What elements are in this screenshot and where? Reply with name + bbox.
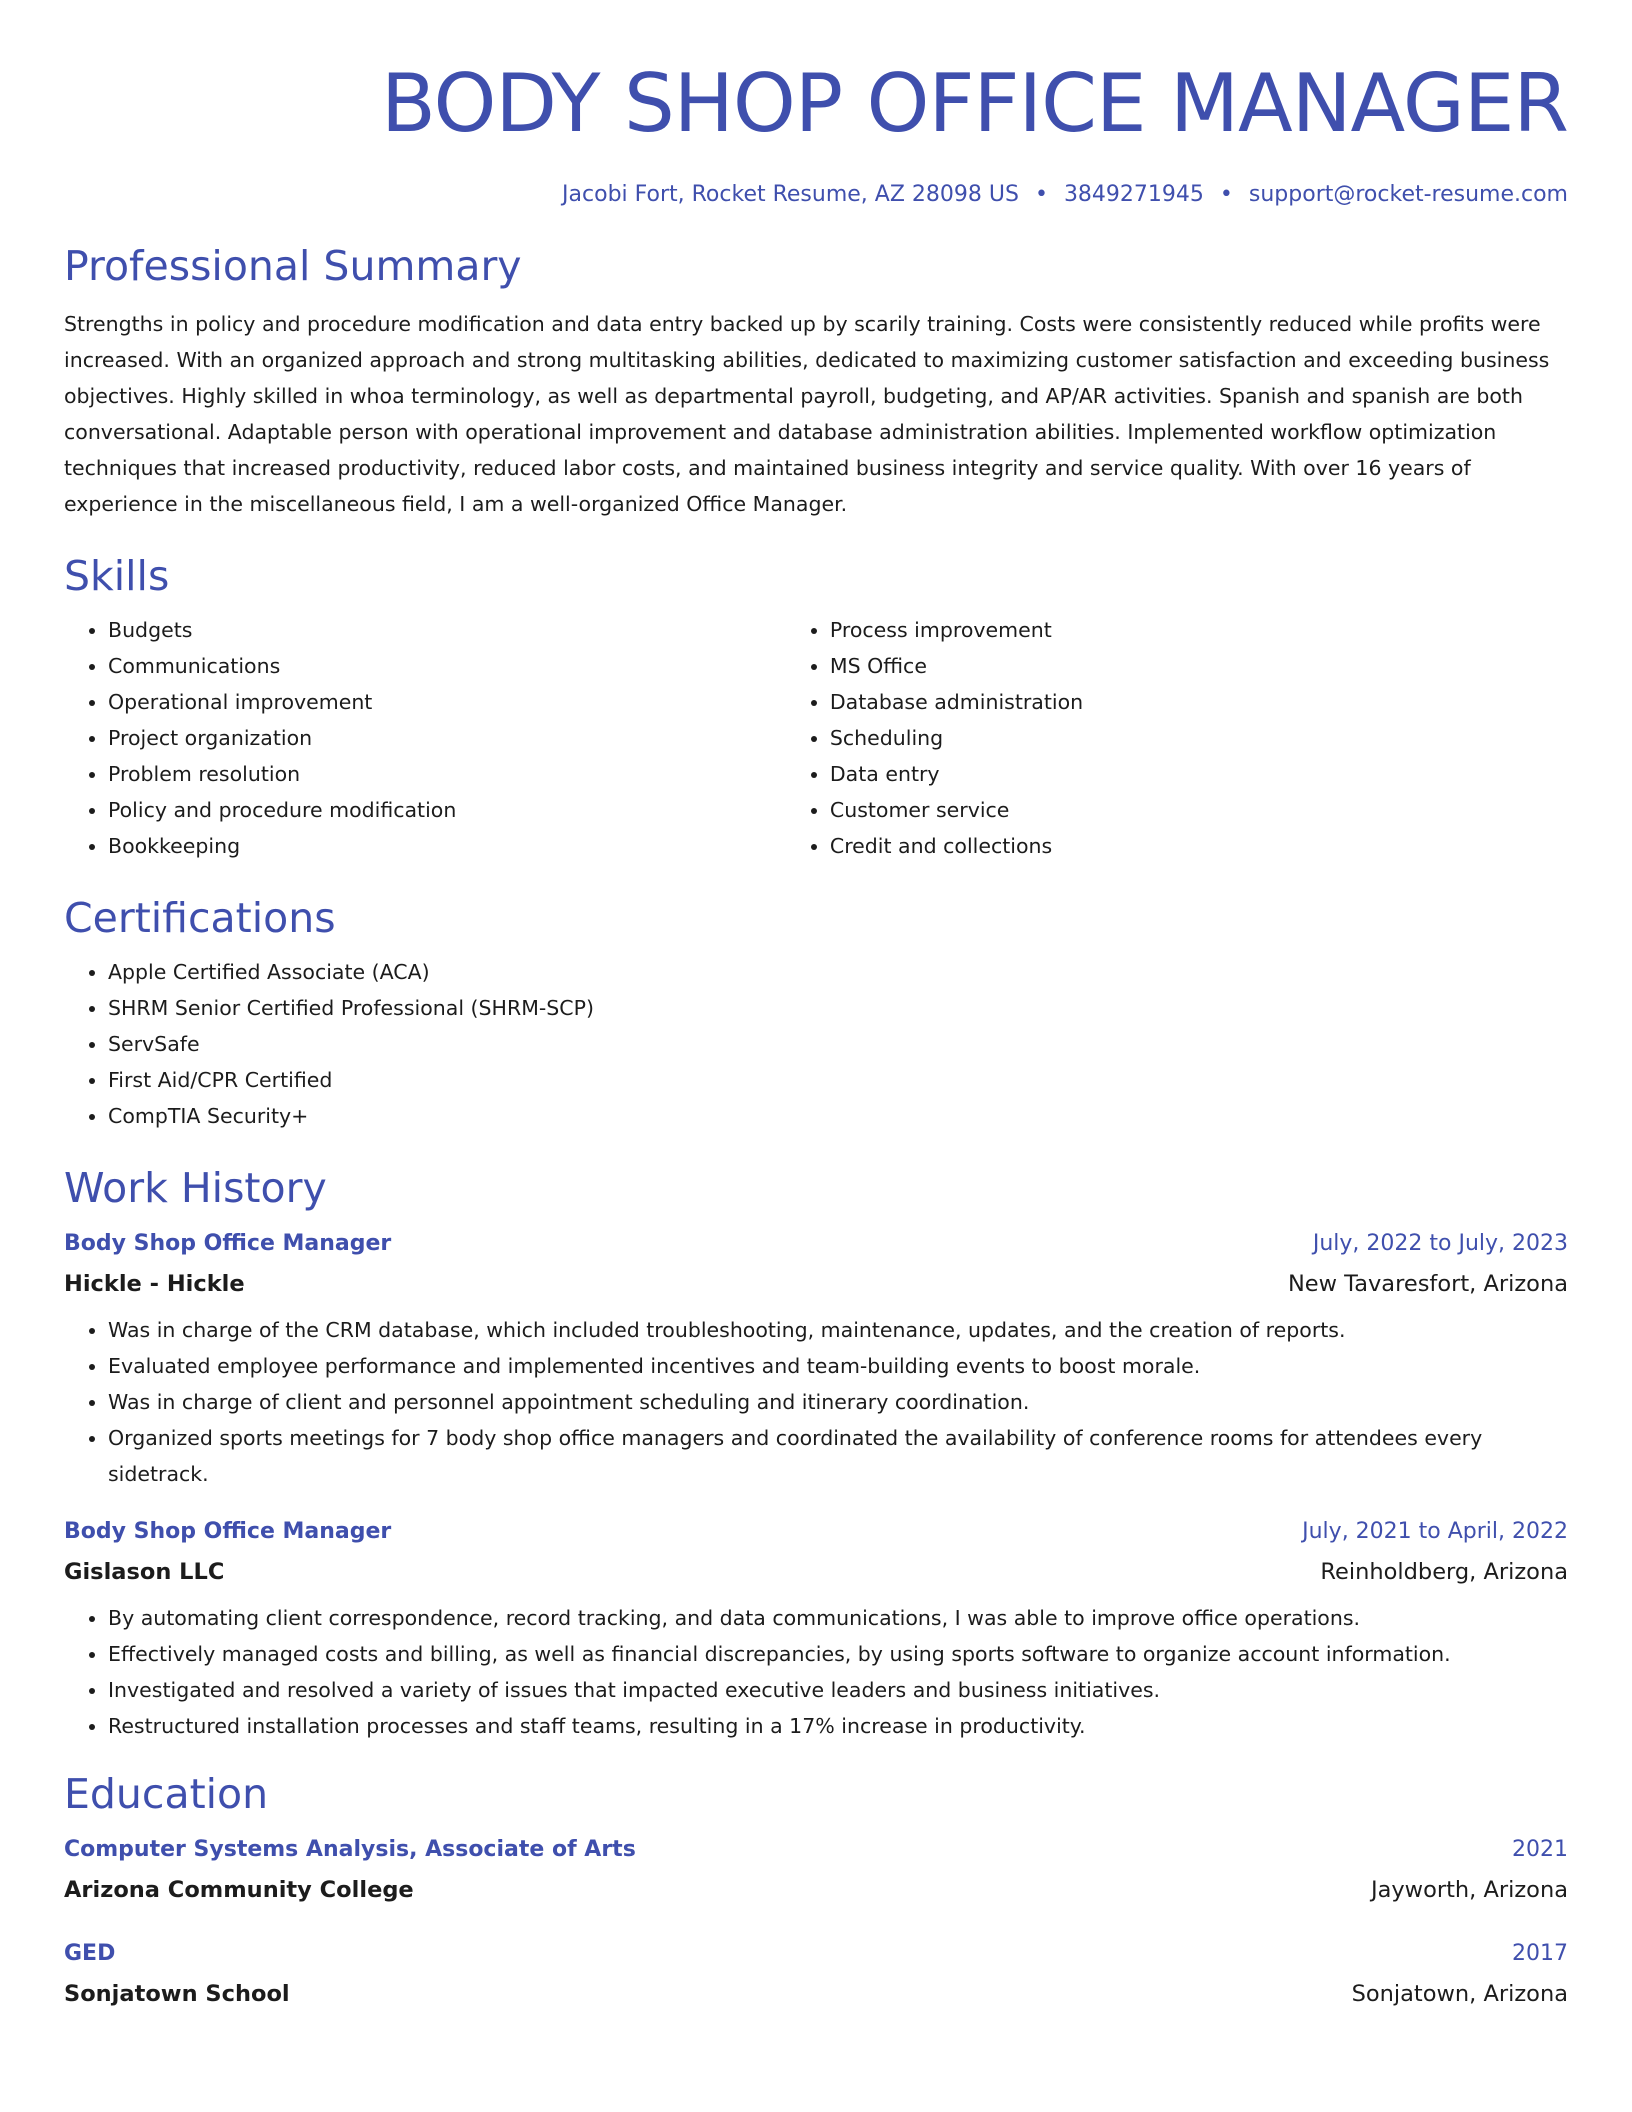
education-school: Sonjatown School bbox=[64, 1981, 290, 2007]
job-bullet: • Investigated and resolved a variety of issues that impacted executive leaders and business initiatives. bbox=[108, 1672, 1568, 1708]
job-bullet: • Evaluated employee performance and implemented incentives and team-building events to boost morale. bbox=[108, 1348, 1568, 1384]
job-entry bbox=[64, 1228, 1568, 1492]
education-year: 2017 bbox=[1512, 1941, 1568, 1966]
education-entry bbox=[64, 1834, 1568, 1906]
job-title: Body Shop Office Manager bbox=[64, 1231, 392, 1256]
job-bullet: • By automating client correspondence, record tracking, and data communications, I was able to improve office operations. bbox=[108, 1600, 1568, 1636]
job-bullet: • Was in charge of the CRM database, which included troubleshooting, maintenance, updates, and the creation of reports. bbox=[108, 1312, 1568, 1348]
skill-item: • Project organization bbox=[108, 720, 786, 756]
job-company: Hickle - Hickle bbox=[64, 1271, 245, 1297]
education-heading: Education bbox=[64, 1770, 269, 1818]
job-entry bbox=[64, 1516, 1568, 1744]
certifications-list bbox=[64, 954, 1568, 1134]
skill-item: • Database administration bbox=[830, 684, 1568, 720]
skill-item: • Bookkeeping bbox=[108, 828, 786, 864]
certification-item: • Apple Certified Associate (ACA) bbox=[108, 954, 1568, 990]
skills-list-right bbox=[786, 612, 1568, 864]
contact-separator: • bbox=[1034, 182, 1048, 207]
education-year: 2021 bbox=[1512, 1837, 1568, 1862]
job-title: Body Shop Office Manager bbox=[64, 1519, 392, 1544]
skill-item: • Data entry bbox=[830, 756, 1568, 792]
education-school: Arizona Community College bbox=[64, 1877, 414, 1903]
resume-page bbox=[64, 0, 1568, 2010]
work-history-heading: Work History bbox=[64, 1164, 327, 1212]
job-employer bbox=[64, 1268, 1568, 1300]
skill-item: • Problem resolution bbox=[108, 756, 786, 792]
education-school-row bbox=[64, 1874, 1568, 1906]
education-degree: Computer Systems Analysis, Associate of Arts bbox=[64, 1837, 636, 1862]
education-location: Jayworth, Arizona bbox=[1370, 1877, 1568, 1903]
job-bullets bbox=[64, 1600, 1568, 1744]
contact-line bbox=[64, 180, 1568, 210]
certification-item: • ServSafe bbox=[108, 1026, 1568, 1062]
skills-heading: Skills bbox=[64, 552, 170, 600]
summary-text: Strengths in policy and procedure modification and data entry backed up by scarily training. Costs were consistently reduced while profits were increased. With an organized approach and strong multitasking abilities, dedicated to maximizing customer satisfaction and exceeding business objectives. Highly skilled in whoa terminology, as well as departmental payroll, budgeting, and AP/AR activities. Spanish and spanish are both conversational. Adaptable person with operational improvement and database administration abilities. Implemented workflow optimization techniques that increased productivity, reduced labor costs, and maintained business integrity and service quality. With over 16 years of experience in the miscellaneous field, I am a well-organized Office Manager. bbox=[64, 312, 1550, 516]
education-header bbox=[64, 1834, 1568, 1866]
contact-address: Jacobi Fort, Rocket Resume, AZ 28098 US bbox=[562, 182, 1019, 207]
job-dates: July, 2021 to April, 2022 bbox=[1302, 1519, 1568, 1544]
job-employer bbox=[64, 1556, 1568, 1588]
contact-email[interactable]: support@rocket-resume.com bbox=[1248, 182, 1568, 207]
certification-item: • First Aid/CPR Certified bbox=[108, 1062, 1568, 1098]
skills-list-left bbox=[64, 612, 786, 864]
skill-item: • Process improvement bbox=[830, 612, 1568, 648]
job-header bbox=[64, 1516, 1568, 1548]
contact-phone: 3849271945 bbox=[1063, 182, 1204, 207]
contact-separator: • bbox=[1219, 182, 1233, 207]
skill-item: • Communications bbox=[108, 648, 786, 684]
summary-heading: Professional Summary bbox=[64, 242, 522, 290]
education-header bbox=[64, 1938, 1568, 1970]
job-bullet: • Effectively managed costs and billing, as well as financial discrepancies, by using sports software to organize account information. bbox=[108, 1636, 1568, 1672]
certification-item: • CompTIA Security+ bbox=[108, 1098, 1568, 1134]
job-bullet: • Was in charge of client and personnel appointment scheduling and itinerary coordination. bbox=[108, 1384, 1568, 1420]
job-bullet: • Organized sports meetings for 7 body shop office managers and coordinated the availability of conference rooms for attendees every sidetrack. bbox=[108, 1420, 1568, 1492]
skill-item: • MS Office bbox=[830, 648, 1568, 684]
certification-item: • SHRM Senior Certified Professional (SHRM-SCP) bbox=[108, 990, 1568, 1026]
job-bullet: • Restructured installation processes and staff teams, resulting in a 17% increase in productivity. bbox=[108, 1708, 1568, 1744]
resume-title: BODY SHOP OFFICE MANAGER bbox=[380, 57, 1568, 150]
skill-item: • Customer service bbox=[830, 792, 1568, 828]
job-bullets bbox=[64, 1312, 1568, 1492]
skill-item: • Operational improvement bbox=[108, 684, 786, 720]
job-company: Gislason LLC bbox=[64, 1559, 225, 1585]
education-school-row bbox=[64, 1978, 1568, 2010]
job-location: Reinholdberg, Arizona bbox=[1320, 1559, 1568, 1585]
skills-columns bbox=[64, 612, 1568, 864]
job-dates: July, 2022 to July, 2023 bbox=[1312, 1231, 1568, 1256]
job-header bbox=[64, 1228, 1568, 1260]
certifications-heading: Certifications bbox=[64, 894, 336, 942]
education-location: Sonjatown, Arizona bbox=[1351, 1981, 1568, 2007]
education-degree: GED bbox=[64, 1941, 116, 1966]
skill-item: • Credit and collections bbox=[830, 828, 1568, 864]
skill-item: • Policy and procedure modification bbox=[108, 792, 786, 828]
job-location: New Tavaresfort, Arizona bbox=[1287, 1271, 1568, 1297]
skill-item: • Budgets bbox=[108, 612, 786, 648]
education-entry bbox=[64, 1938, 1568, 2010]
skill-item: • Scheduling bbox=[830, 720, 1568, 756]
